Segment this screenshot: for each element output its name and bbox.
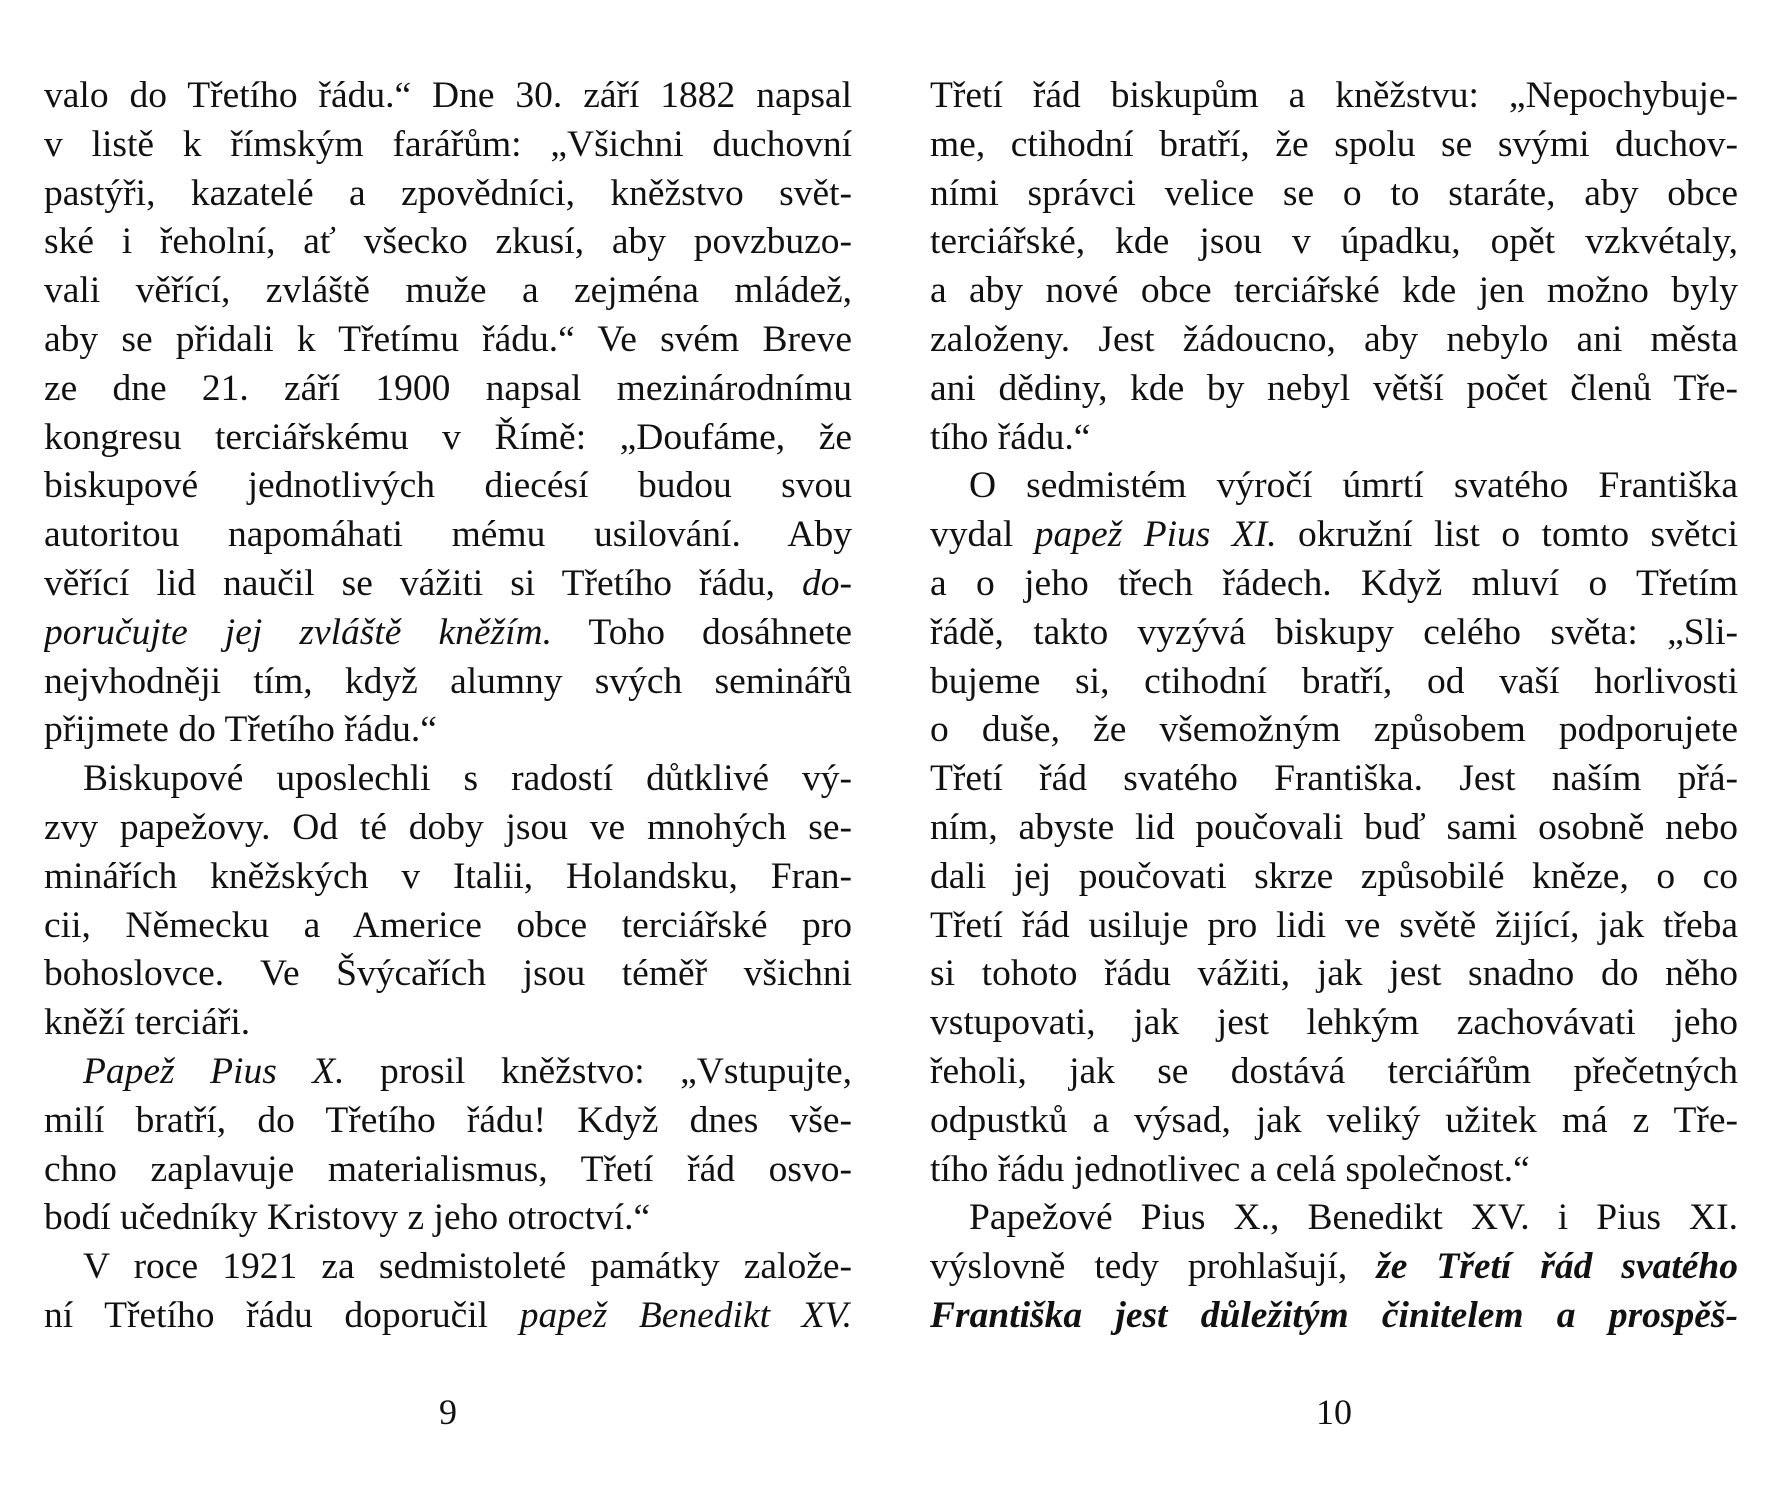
text-line [930,462,1738,511]
text-line [930,1146,1738,1195]
text-line [930,999,1738,1048]
emphasized-text: poručujte jej zvláště kněžím. [44,611,553,653]
text-line [44,218,852,267]
line-text: řeholi, jak se dostává terciářům přečetných [930,1050,1738,1092]
line-text: dali jej poučovati skrze způsobilé kněze, o co [930,855,1738,897]
line-text: věřící lid naučil se vážiti si Třetího řádu, [44,562,775,604]
text-line [44,560,852,609]
line-text: bujeme si, ctihodní bratří, od vaší horlivosti [930,660,1738,702]
line-text: kongresu terciářskému v Římě: „Doufáme, že [44,416,852,458]
line-text: ze dne 21. září 1900 napsal mezinárodnímu [44,367,852,409]
line-text: Třetí řád svatého Františka. Jest naším přá- [930,758,1738,800]
line-text: nejvhodněji tím, když alumny svých seminářů [44,660,852,702]
text-line [930,658,1738,707]
text-line [930,316,1738,365]
text-line [930,218,1738,267]
right-page-number: 10 [1316,1392,1352,1432]
line-text: založeny. Jest žádoucno, aby nebylo ani města [930,318,1738,360]
text-line [44,853,852,902]
text-line [44,365,852,414]
text-line [44,414,852,463]
line-text: výslovně tedy prohlašují, [930,1246,1348,1288]
line-text: a aby nové obce terciářské kde jen možno byly [930,270,1738,312]
text-line [930,902,1738,951]
text-line [930,560,1738,609]
text-line [44,1243,852,1292]
text-line [44,999,852,1048]
line-text: vstupovati, jak jest lehkým zachovávati jeho [930,1002,1738,1044]
emphasized-text: papež Benedikt XV. [519,1294,852,1336]
text-line [930,1292,1738,1341]
line-text: kněží terciáři. [44,1002,251,1044]
text-line [44,1292,852,1341]
line-text: ním, abyste lid poučovali buď sami osobně nebo [930,806,1738,848]
text-line [44,1097,852,1146]
left-page-number: 9 [439,1392,457,1432]
text-line [930,609,1738,658]
text-line [930,267,1738,316]
text-line [44,316,852,365]
text-line [930,1097,1738,1146]
line-text: ní Třetího řádu doporučil [44,1294,489,1336]
line-text: o duše, že všemožným způsobem podporujete [930,709,1738,751]
text-line [44,706,852,755]
line-text: O sedmistém výročí úmrtí svatého Františka [969,465,1738,507]
text-line [930,853,1738,902]
text-line [930,121,1738,170]
text-line [44,511,852,560]
line-text: tího řádu.“ [930,416,1091,458]
left-page-text [44,72,852,1362]
text-line [930,755,1738,804]
line-text: ani dědiny, kde by nebyl větší počet členů Tře- [930,367,1738,409]
text-line [930,170,1738,219]
emphasized-text: že Třetí řád svatého [1376,1246,1738,1288]
right-page-text [930,72,1738,1362]
line-text: bodí učedníky Kristovy z jeho otroctví.“ [44,1197,651,1239]
text-line [930,950,1738,999]
emphasized-text: papež Pius XI. [1034,514,1277,556]
line-text: aby se přidali k Třetímu řádu.“ Ve svém Breve [44,318,852,360]
text-line [44,121,852,170]
line-text: Toho dosáhnete [552,611,852,653]
line-text: prosil kněžstvo: „Vstupujte, [344,1050,852,1092]
text-line [44,950,852,999]
line-text: me, ctihodní bratří, že spolu se svými duchov- [930,123,1738,165]
text-line [44,1146,852,1195]
line-text: valo do Třetího řádu.“ Dne 30. září 1882 napsal [44,75,852,116]
text-line [930,1048,1738,1097]
text-line [44,902,852,951]
text-line [44,609,852,658]
line-text: a o jeho třech řádech. Když mluví o Třetím [930,562,1738,604]
line-text: Třetí řád biskupům a kněžstvu: „Nepochybuje- [930,75,1738,116]
line-text: si tohoto řádu vážiti, jak jest snadno do něho [930,953,1738,995]
text-line [930,804,1738,853]
line-text: ními správci velice se o to staráte, aby obce [930,172,1738,214]
line-text: vydal [930,514,1014,556]
text-line [930,72,1738,121]
text-line [44,804,852,853]
line-text: cii, Německu a Americe obce terciářské pro [44,904,852,946]
line-text: Papežové Pius X., Benedikt XV. i Pius XI. [969,1197,1738,1239]
line-text: přijmete do Třetího řádu.“ [44,709,437,751]
right-page [930,72,1738,1472]
text-line [930,1194,1738,1243]
text-line [930,511,1738,560]
text-line [44,462,852,511]
line-text: okružní list o tomto světci [1276,514,1738,556]
line-text: Třetí řád usiluje pro lidi ve světě žijící, jak třeba [930,904,1738,946]
line-text: milí bratří, do Třetího řádu! Když dnes vše- [44,1099,852,1141]
line-text: odpustků a výsad, jak veliký užitek má z Tře- [930,1099,1738,1141]
line-text: biskupové jednotlivých diecésí budou svou [44,465,852,507]
line-text: terciářské, kde jsou v úpadku, opět vzkvétaly, [930,221,1738,263]
line-text: pastýři, kazatelé a zpovědníci, kněžstvo svět- [44,172,852,214]
line-text: v listě k římským farářům: „Všichni duchovní [44,123,852,165]
line-text: V roce 1921 za sedmistoleté památky založe- [83,1246,852,1288]
line-text: autoritou napomáhati mému usilování. Aby [44,514,852,556]
text-line [44,170,852,219]
line-text: Biskupové uposlechli s radostí důtklivé vý- [83,758,852,800]
line-text: ské i řeholní, ať všecko zkusí, aby povzbuzo- [44,221,852,263]
line-text: řádě, takto vyzývá biskupy celého světa: „Sli- [930,611,1738,653]
line-text: zvy papežovy. Od té doby jsou ve mnohých se- [44,806,852,848]
text-line [930,414,1738,463]
text-line [44,658,852,707]
text-line [44,72,852,121]
text-line [44,267,852,316]
emphasized-text: Papež Pius X. [83,1050,345,1092]
text-line [930,1243,1738,1292]
line-text: vali věřící, zvláště muže a zejména mládež, [44,270,852,312]
line-text: minářích kněžských v Italii, Holandsku, Fran- [44,855,852,897]
emphasized-text: Františka jest důležitým činitelem a prospěš- [930,1294,1738,1336]
text-line [930,365,1738,414]
text-line [44,1194,852,1243]
left-page [44,72,852,1472]
text-line [930,706,1738,755]
text-line [44,1048,852,1097]
text-line [44,755,852,804]
line-text: bohoslovce. Ve Švýcařích jsou téměř všichni [44,953,852,995]
line-text: tího řádu jednotlivec a celá společnost.“ [930,1148,1530,1190]
emphasized-text: do- [802,562,852,604]
line-text: chno zaplavuje materialismus, Třetí řád osvo- [44,1148,852,1190]
